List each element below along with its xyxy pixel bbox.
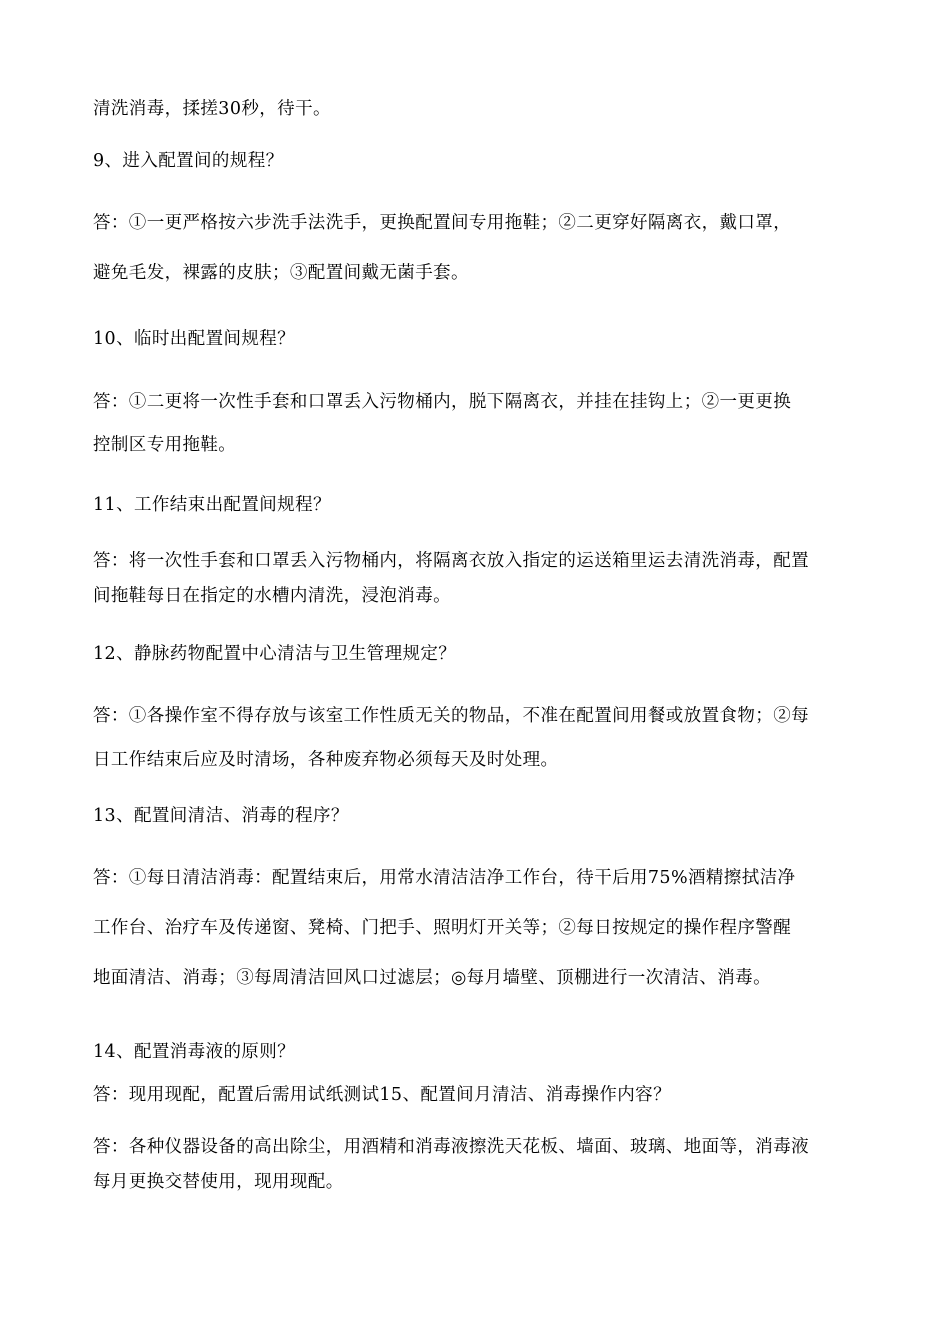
answer-line: 间拖鞋每日在指定的水槽内清洗，浸泡消毒。 — [93, 586, 451, 606]
answer-line: 答：将一次性手套和口罩丢入污物桶内，将隔离衣放入指定的运送箱里运去清洗消毒，配置 — [93, 551, 809, 571]
answer-line: 地面清洁、消毒；③每周清洁回风口过滤层；◎每月墙壁、顶棚进行一次清洁、消毒。 — [93, 968, 771, 988]
question-heading: 14、配置消毒液的原则？ — [93, 1042, 296, 1062]
answer-line: 答：各种仪器设备的高出除尘，用酒精和消毒液擦洗天花板、墙面、玻璃、地面等，消毒液 — [93, 1137, 809, 1157]
answer-line: 工作台、治疗车及传递窗、凳椅、门把手、照明灯开关等；②每日按规定的操作程序警醒 — [93, 918, 792, 938]
answer-line: 控制区专用拖鞋。 — [93, 435, 237, 455]
answer-line: 答：①二更将一次性手套和口罩丢入污物桶内，脱下隔离衣，并挂在挂钩上；②一更更换 — [93, 392, 792, 412]
answer-line: 答：现用现配，配置后需用试纸测试15、配置间月清洁、消毒操作内容？ — [93, 1085, 671, 1105]
question-heading: 13、配置间清洁、消毒的程序？ — [93, 806, 349, 826]
question-heading: 11、工作结束出配置间规程？ — [93, 495, 331, 515]
answer-line: 日工作结束后应及时清场，各种废弃物必须每天及时处理。 — [93, 750, 559, 770]
question-heading: 12、静脉药物配置中心清洁与卫生管理规定？ — [93, 644, 457, 664]
question-heading: 9、进入配置间的规程？ — [93, 151, 284, 171]
answer-line: 避免毛发，裸露的皮肤；③配置间戴无菌手套。 — [93, 263, 469, 283]
answer-line: 答：①每日清洁消毒：配置结束后，用常水清洁洁净工作台，待干后用75%酒精擦拭洁净 — [93, 868, 796, 888]
question-heading: 10、临时出配置间规程？ — [93, 329, 296, 349]
answer-line: 每月更换交替使用，现用现配。 — [93, 1172, 344, 1192]
text-line: 清洗消毒，揉搓30秒，待干。 — [93, 99, 331, 119]
answer-line: 答：①一更严格按六步洗手法洗手，更换配置间专用拖鞋；②二更穿好隔离衣，戴口罩， — [93, 213, 792, 233]
answer-line: 答：①各操作室不得存放与该室工作性质无关的物品，不准在配置间用餐或放置食物；②每 — [93, 706, 809, 726]
